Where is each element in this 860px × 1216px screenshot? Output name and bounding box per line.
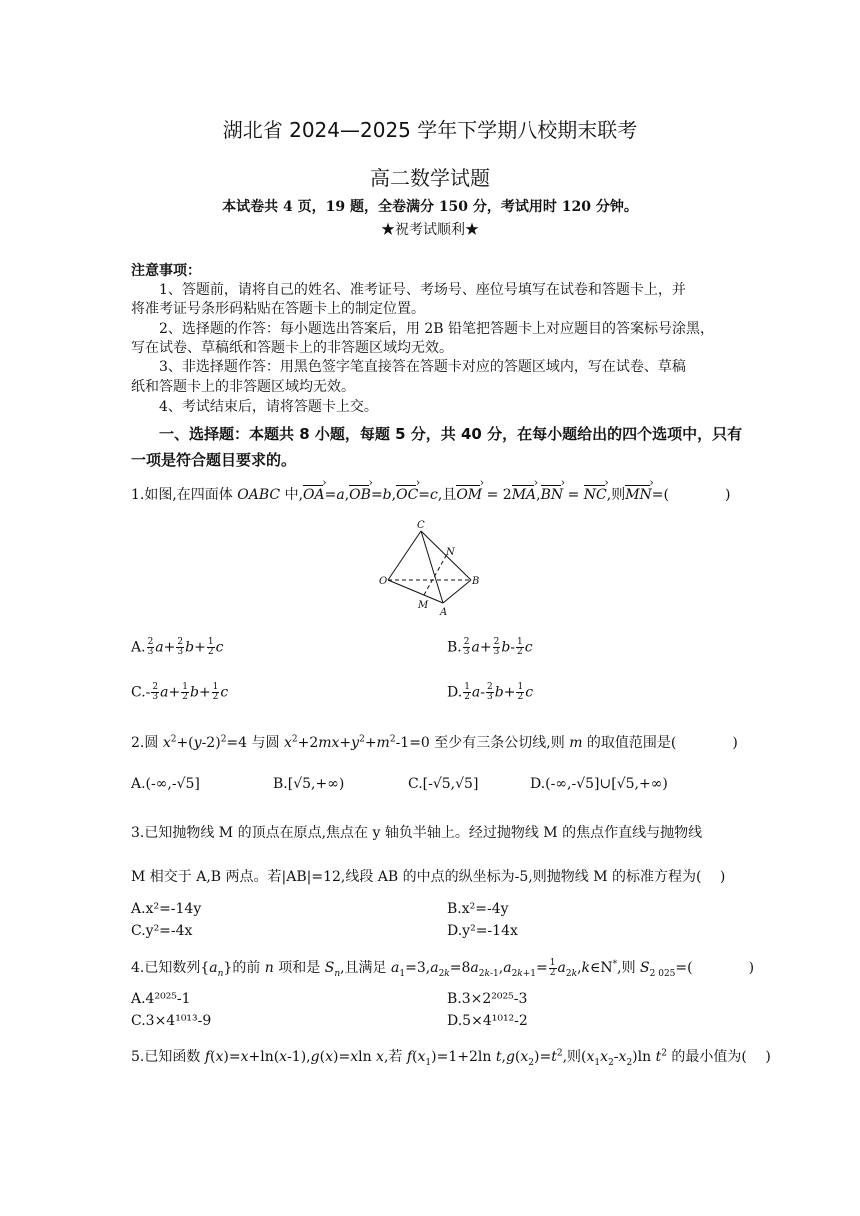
notice-heading: 注意事项： — [131, 263, 201, 279]
q4-option-c: C.3×4¹⁰¹³-9 — [131, 1013, 212, 1029]
q1-option-a: A. $\frac{2}{3}$ a+ $\frac{2}{3}$ b+ $\frac{1}{2}$ c — [131, 637, 224, 657]
notice-line: 2、选择题的作答：每小题选出答案后，用 2B 铅笔把答题卡上对应题目的答案标号涂黑， — [159, 321, 715, 337]
q4-option-a: A.4²⁰²⁵-1 — [131, 991, 191, 1007]
q3-option-c: C.y²=-4x — [131, 923, 193, 939]
question-2: 2.圆 $x^2+(y-2)^2=4$ 与圆 $x^2+2mx+y^2+m^2-1=0$ 至少有三条公切线,则 m 的取值范围是( ) — [131, 734, 738, 751]
exam-info: 本试卷共 4 页，19 题，全卷满分 150 分，考试用时 120 分钟。 — [222, 199, 638, 215]
q2-option-b: B.[√5,+∞) — [273, 776, 345, 792]
notice-line: 纸和答题卡上的非答题区域均无效。 — [131, 379, 355, 395]
section-heading: 一项是符合题目要求的。 — [131, 451, 297, 469]
q3-option-a: A.x²=-14y — [131, 901, 202, 917]
exam-subtitle: 高二数学试题 — [370, 166, 490, 190]
notice-line: 4、考试结束后，请将答题卡上交。 — [159, 399, 378, 415]
question-3-line1: 3.已知抛物线 M 的顶点在原点,焦点在 y 轴负半轴上。经过抛物线 M 的焦点作直线与抛物线 — [131, 825, 703, 841]
question-3-line2: M 相交于 A,B 两点。若|AB|=12,线段 AB 的中点的纵坐标为-5,则抛物线 M 的标准方程为( ) — [131, 869, 726, 885]
q3-option-b: B.x²=-4y — [447, 901, 509, 917]
q1-option-c: C.- $\frac{2}{3}$ a+ $\frac{1}{2}$ b+ $\frac{1}{2}$ c — [131, 682, 229, 702]
q2-option-c: C.[-√5,√5] — [408, 776, 479, 792]
point-label-n: N — [446, 547, 455, 558]
vertex-label-a: A — [440, 607, 448, 618]
vertex-label-o: O — [379, 576, 388, 587]
q1-option-d: D. $\frac{1}{2}$ a- $\frac{2}{3}$ b+ $\frac{1}{2}$ c — [447, 682, 534, 702]
vertex-label-b: B — [472, 576, 480, 587]
q3-option-d: D.y²=-14x — [447, 923, 518, 939]
tetrahedron-figure — [372, 518, 492, 618]
vertex-label-c: C — [417, 520, 425, 531]
notice-line: 1、答题前，请将自己的姓名、准考证号、考场号、座位号填写在试卷和答题卡上，并 — [159, 282, 686, 298]
notice-line: 将准考证号条形码粘贴在答题卡上的制定位置。 — [131, 301, 425, 317]
exam-title: 湖北省 2024—2025 学年下学期八校期末联考 — [222, 118, 638, 142]
q4-option-d: D.5×4¹⁰¹²-2 — [447, 1013, 528, 1029]
question-4: 4.已知数列$\{a_n\}$的前 n 项和是 $S_n$,且满足 $a_1=3,a_{2k}=8a_{2k-1},a_{2k+1}=$ $\frac{1}{2}$ $a_{2k},k\in N^*$,则 $S_{2 025}=$( ) — [131, 957, 755, 979]
point-label-m: M — [418, 600, 429, 611]
q4-option-b: B.3×2²⁰²⁵-3 — [447, 991, 528, 1007]
section-heading: 一、选择题：本题共 8 小题，每题 5 分，共 40 分，在每小题给出的四个选项中，只有 — [159, 425, 743, 443]
question-5: 5.已知函数 f(x)=x+ln(x-1),g(x)=xln x,若 $f(x_1)=1+2\ln$ $t,g(x_2)=t^2$,则$(x_1x_2-x_2)\ln$ $t^2$ 的最小值为( ) — [131, 1048, 771, 1068]
q2-option-d: D.(-∞,-√5]∪[√5,+∞) — [530, 776, 668, 792]
notice-line: 3、非选择题作答：用黑色签字笔直接答在答题卡对应的答题区域内，写在试卷、草稿 — [159, 359, 686, 375]
q1-option-b: B. $\frac{2}{3}$ a+ $\frac{2}{3}$ b- $\frac{1}{2}$ c — [447, 637, 533, 657]
q2-option-a: A.(-∞,-√5] — [131, 776, 200, 792]
question-1: 1.如图,在四面体 OABC 中,OA ›=a,OB ›=b,OC ›=c,且OM › = 2MA ›,BN › = NC ›,则MN ›=( ) — [131, 484, 730, 504]
notice-line: 写在试卷、草稿纸和答题卡上的非答题区域均无效。 — [131, 340, 453, 356]
exam-wish: ★祝考试顺利★ — [381, 222, 479, 238]
